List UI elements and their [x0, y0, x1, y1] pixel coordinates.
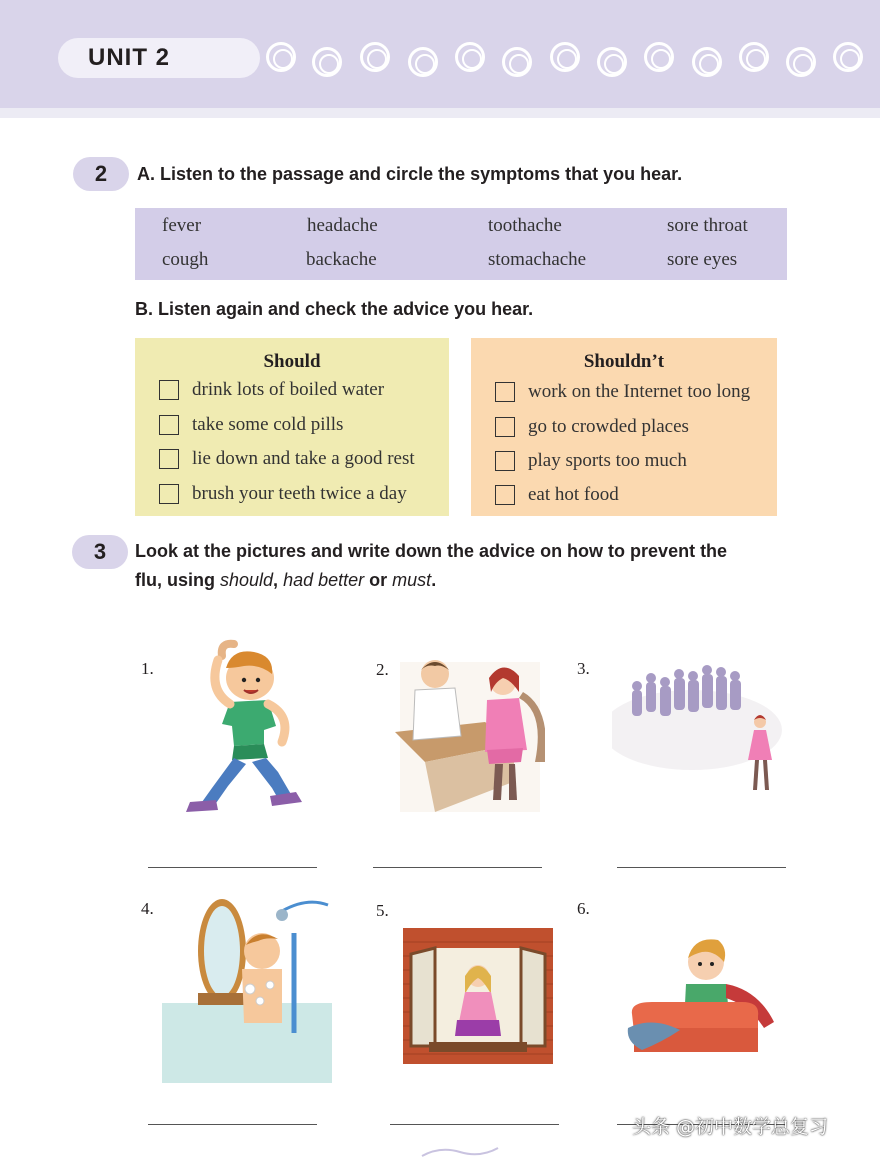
section-number-badge: 2: [73, 157, 129, 191]
should-heading: Should: [263, 351, 321, 372]
advice-item: [495, 450, 687, 472]
ring-decoration: [312, 47, 342, 77]
crowd-illustration: [612, 650, 787, 800]
keyword-had-better: had better: [283, 570, 365, 590]
instruction-text: ,: [273, 570, 279, 590]
ring-decoration: [739, 42, 769, 72]
advice-checkbox[interactable]: [495, 485, 515, 505]
symptom-word[interactable]: sore throat: [667, 215, 748, 236]
advice-checkbox[interactable]: [159, 380, 179, 400]
advice-text: lie down and take a good rest: [192, 448, 415, 469]
section3-instruction-line2: [135, 570, 436, 591]
advice-checkbox[interactable]: [159, 449, 179, 469]
ring-decoration: [550, 42, 580, 72]
ring-decoration: [360, 42, 390, 72]
advice-text: drink lots of boiled water: [192, 379, 385, 400]
advice-item: [159, 379, 384, 401]
answer-line[interactable]: [148, 867, 317, 868]
advice-text: eat hot food: [528, 484, 619, 505]
keyword-should: should: [220, 570, 274, 590]
advice-text: play sports too much: [528, 450, 687, 471]
picture-number: 1.: [141, 659, 154, 678]
advice-text: go to crowded places: [528, 416, 689, 437]
section3-instruction-line1: Look at the pictures and write down the advice on how to prevent the: [135, 541, 728, 561]
instruction-text: .: [431, 570, 437, 590]
keyword-must: must: [392, 570, 432, 590]
instruction-text: flu, using: [135, 570, 220, 590]
advice-item: [495, 381, 750, 403]
advice-item: [159, 483, 407, 505]
boy-showering-illustration: [162, 893, 332, 1083]
answer-line[interactable]: [390, 1124, 559, 1125]
answer-line[interactable]: [148, 1124, 317, 1125]
advice-checkbox[interactable]: [159, 484, 179, 504]
ring-decoration: [455, 42, 485, 72]
advice-item: [495, 484, 619, 506]
should-advice-box: [135, 338, 449, 516]
advice-text: take some cold pills: [192, 414, 344, 435]
advice-checkbox[interactable]: [495, 382, 515, 402]
advice-item: [159, 448, 415, 470]
shouldnt-advice-box: [471, 338, 777, 516]
ring-decoration: [266, 42, 296, 72]
advice-item: [159, 414, 343, 436]
picture-number: 4.: [141, 899, 154, 918]
ring-decoration: [644, 42, 674, 72]
part-b-instruction: B. Listen again and check the advice you hear.: [135, 299, 534, 319]
picture-number: 6.: [577, 899, 590, 918]
doctor-visit-illustration: [395, 652, 545, 824]
boy-with-sofa-illustration: [622, 932, 782, 1070]
answer-line[interactable]: [617, 867, 786, 868]
header-strip: [0, 108, 880, 118]
advice-checkbox[interactable]: [495, 417, 515, 437]
shouldnt-heading: Shouldn’t: [583, 351, 665, 372]
picture-number: 5.: [376, 901, 389, 920]
advice-checkbox[interactable]: [495, 451, 515, 471]
ring-decoration: [833, 42, 863, 72]
unit-title: UNIT 2: [88, 44, 171, 71]
boy-stretching-illustration: [172, 638, 307, 820]
symptom-word[interactable]: fever: [162, 215, 202, 236]
advice-item: [495, 416, 689, 438]
section-number-badge: 3: [72, 535, 128, 569]
answer-line[interactable]: [373, 867, 542, 868]
advice-text: brush your teeth twice a day: [192, 483, 407, 504]
symptoms-table: [135, 208, 787, 280]
part-a-instruction: A. Listen to the passage and circle the symptoms that you hear.: [137, 164, 683, 184]
advice-text: work on the Internet too long: [528, 381, 751, 402]
advice-checkbox[interactable]: [159, 415, 179, 435]
watermark-text: 头条 @初中数学总复习: [632, 1116, 829, 1138]
instruction-text: or: [369, 570, 388, 590]
ring-decoration: [692, 47, 722, 77]
picture-number: 2.: [376, 660, 389, 679]
symptom-word[interactable]: toothache: [488, 215, 562, 236]
ring-decoration: [597, 47, 627, 77]
ring-decoration: [502, 47, 532, 77]
symptom-word[interactable]: stomachache: [488, 249, 587, 270]
symptom-word[interactable]: sore eyes: [667, 249, 738, 270]
symptom-word[interactable]: backache: [306, 249, 377, 270]
footer-swirl-decoration: [420, 1146, 500, 1157]
symptom-word[interactable]: headache: [307, 215, 378, 236]
symptom-word[interactable]: cough: [162, 249, 209, 270]
ring-decoration: [408, 47, 438, 77]
girl-at-window-illustration: [403, 928, 553, 1064]
picture-number: 3.: [577, 659, 590, 678]
ring-decoration: [786, 47, 816, 77]
